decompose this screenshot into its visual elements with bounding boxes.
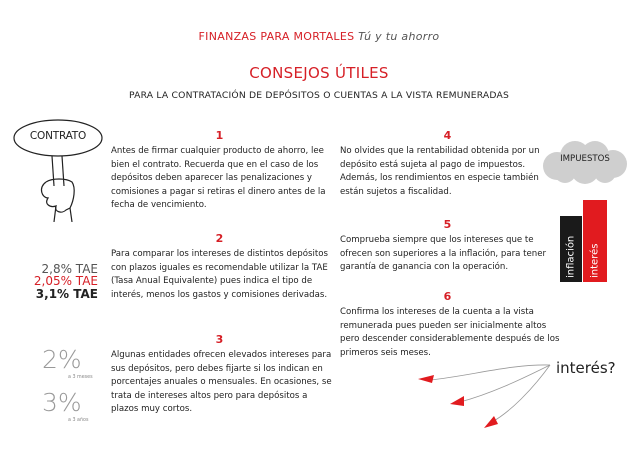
page-subtitle: PARA LA CONTRATACIÓN DE DEPÓSITOS O CUENTAS A LA VISTA REMUNERADAS xyxy=(128,90,510,101)
tae-value-1: 2,8% TAE xyxy=(41,262,98,276)
brand-name: FINANZAS PARA MORTALES xyxy=(198,30,355,43)
page-title: CONSEJOS ÚTILES xyxy=(249,64,389,82)
tip-number-1: 1 xyxy=(215,129,224,142)
cloud-label: IMPUESTOS xyxy=(560,154,610,164)
percent-value-2: 3% xyxy=(42,388,82,417)
percent-note-2: a 3 años xyxy=(68,418,89,423)
tip-text-1: Antes de firmar cualquier producto de ahorro, lee bien el contrato. Recuerda que en el caso de los depósitos deben aparecer las penalizaciones y comisiones a pagar si retiras el dinero antes de la fecha de vencimiento. xyxy=(111,146,326,211)
percent-note-1: a 3 meses xyxy=(68,375,93,380)
tae-value-2: 2,05% TAE xyxy=(33,274,98,288)
contract-hand-illustration xyxy=(8,112,108,222)
inflation-bar xyxy=(560,216,582,282)
tip-text-2: Para comparar los intereses de distintos depósitos con plazos iguales es recomendable utilizar la TAE (Tasa Anual Equivalente) pues indica el tipo de interés, menos los gastos y comisiones derivadas. xyxy=(111,249,328,300)
percent-value-1: 2% xyxy=(42,345,82,374)
inflation-bar-label: inflación xyxy=(565,235,577,278)
tip-number-3: 3 xyxy=(215,333,224,346)
interest-bar-label: interés xyxy=(589,243,601,278)
tae-value-3: 3,1% TAE xyxy=(35,287,98,301)
tip-number-2: 2 xyxy=(215,232,224,245)
interest-question: interés? xyxy=(556,359,616,377)
brand-header xyxy=(0,30,638,43)
tip-number-5: 5 xyxy=(443,218,452,231)
tip-number-4: 4 xyxy=(443,129,452,142)
tip-text-6: Confirma los intereses de la cuenta a la vista remunerada pues pueden ser inicialmente altos pero descender considerablemente después de los primeros seis meses. xyxy=(340,307,560,358)
contract-sign-label: CONTRATO xyxy=(29,130,87,142)
interest-bar xyxy=(583,200,607,282)
tip-text-5: Comprueba siempre que los intereses que te ofrecen son superiores a la inflación, para tener garantía de ganancia con la operación. xyxy=(340,235,547,273)
arrows-illustration xyxy=(400,360,570,430)
tip-text-4: No olvides que la rentabilidad obtenida por un depósito está sujeta al pago de impuestos. Además, los rendimientos en especie también están sujetos a fiscalidad. xyxy=(340,146,540,197)
tip-text-3: Algunas entidades ofrecen elevados intereses para sus depósitos, pero debes fijarte si los indican en porcentajes anuales o mensuales. En ocasiones, se trata de intereses altos pero para depósitos a plazos muy cortos. xyxy=(111,350,332,415)
brand-tagline: Tú y tu ahorro xyxy=(358,30,440,43)
tip-number-6: 6 xyxy=(443,290,452,303)
